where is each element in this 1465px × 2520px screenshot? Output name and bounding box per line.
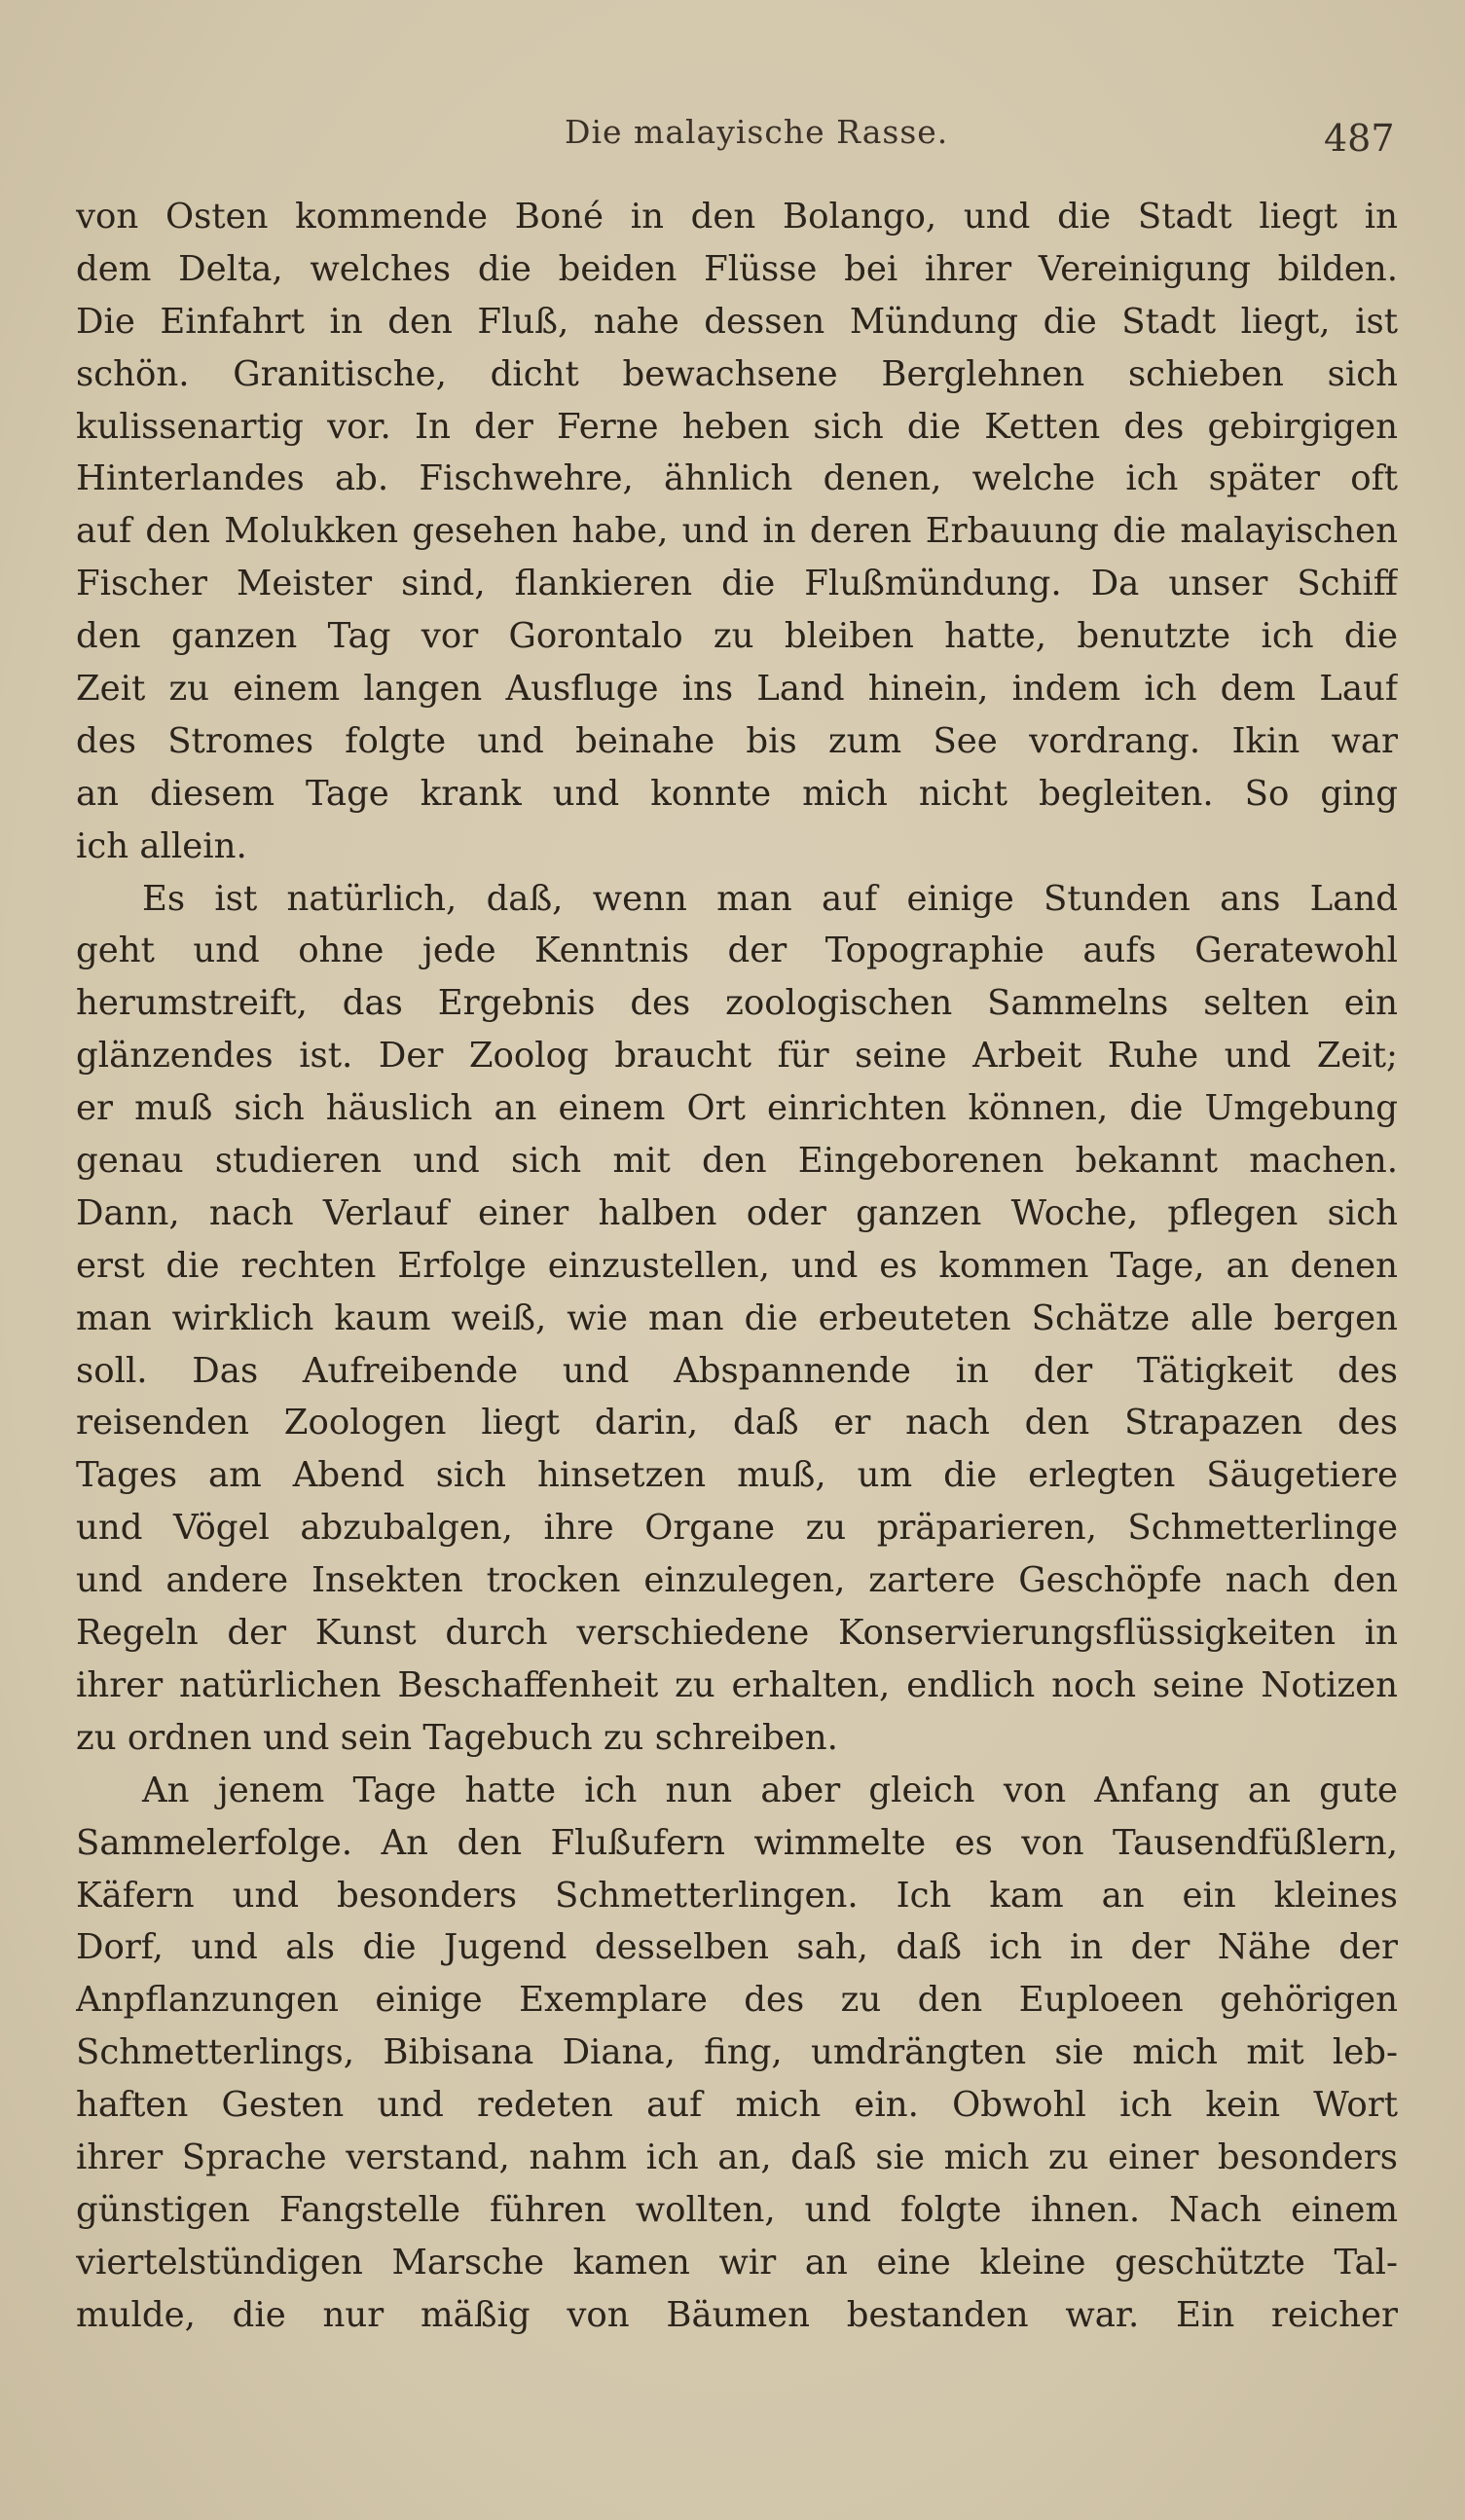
text-line: man wirklich kaum weiß, wie man die erbeuteten Schätze alle bergen (76, 1297, 1398, 1338)
page-number: 487 (1324, 117, 1395, 160)
text-line: haften Gesten und redeten auf mich ein. Obwohl ich kein Wort (76, 2085, 1398, 2126)
text-line: Tages am Abend sich hinsetzen muß, um die erlegten Säugetiere (76, 1455, 1398, 1496)
text-line: soll. Das Aufreibende und Abspannende in der Tätigkeit des (76, 1350, 1398, 1391)
text-line: mulde, die nur mäßig von Bäumen bestanden war. Ein reicher (76, 2294, 1398, 2335)
text-line: geht und ohne jede Kenntnis der Topographie aufs Geratewohl (76, 931, 1398, 971)
body-text (76, 191, 1398, 2342)
text-line: er muß sich häuslich an einem Ort einrichten können, die Umgebung (76, 1088, 1398, 1129)
text-line: auf den Molukken gesehen habe, und in deren Erbauung die malayischen (76, 511, 1398, 552)
running-title: Die malayische Rasse. (565, 113, 949, 151)
text-line: Hinterlandes ab. Fischwehre, ähnlich denen, welche ich später oft (76, 458, 1398, 499)
text-line: reisenden Zoologen liegt darin, daß er nach den Strapazen des (76, 1403, 1398, 1443)
text-line: zu ordnen und sein Tagebuch zu schreiben. (76, 1717, 838, 1758)
text-line: von Osten kommende Boné in den Bolango, und die Stadt liegt in (76, 197, 1398, 237)
text-line: herumstreift, das Ergebnis des zoologischen Sammelns selten ein (76, 983, 1398, 1024)
text-line: erst die rechten Erfolge einzustellen, und es kommen Tage, an denen (76, 1245, 1398, 1286)
text-line: Es ist natürlich, daß, wenn man auf einige Stunden ans Land (142, 878, 1398, 919)
text-line: An jenem Tage hatte ich nun aber gleich von Anfang an gute (142, 1770, 1398, 1810)
text-line: und Vögel abzubalgen, ihre Organe zu präparieren, Schmetterlinge (76, 1508, 1398, 1549)
text-line: ihrer natürlichen Beschaffenheit zu erhalten, endlich noch seine Notizen (76, 1664, 1398, 1705)
running-head (0, 109, 1465, 167)
text-line: dem Delta, welches die beiden Flüsse bei ihrer Vereinigung bilden. (76, 248, 1398, 289)
text-line: an diesem Tage krank und konnte mich nicht begleiten. So ging (76, 773, 1398, 814)
text-line: Sammelerfolge. An den Flußufern wimmelte es von Tausendfüßlern, (76, 1822, 1398, 1863)
text-line: kulissenartig vor. In der Ferne heben sich die Ketten des gebirgigen (76, 406, 1398, 447)
text-line: Dorf, und als die Jugend desselben sah, daß ich in der Nähe der (76, 1927, 1398, 1968)
text-line: Regeln der Kunst durch verschiedene Konservierungsflüssigkeiten in (76, 1613, 1398, 1654)
text-line: Anpflanzungen einige Exemplare des zu den Euploeen gehörigen (76, 1980, 1398, 2021)
text-line: Zeit zu einem langen Ausfluge ins Land hinein, indem ich dem Lauf (76, 669, 1398, 710)
text-line: Dann, nach Verlauf einer halben oder ganzen Woche, pflegen sich (76, 1192, 1398, 1233)
text-line: Schmetterlings, Bibisana Diana, fing, umdrängten sie mich mit leb- (76, 2032, 1398, 2073)
text-line: den ganzen Tag vor Gorontalo zu bleiben hatte, benutzte ich die (76, 616, 1398, 657)
text-line: schön. Granitische, dicht bewachsene Berglehnen schieben sich (76, 353, 1398, 394)
text-line: ihrer Sprache verstand, nahm ich an, daß sie mich zu einer besonders (76, 2137, 1398, 2177)
text-line: genau studieren und sich mit den Eingeborenen bekannt machen. (76, 1141, 1398, 1182)
text-line: günstigen Fangstelle führen wollten, und folgte ihnen. Nach einem (76, 2189, 1398, 2230)
text-line: ich allein. (76, 825, 247, 866)
text-line: Die Einfahrt in den Fluß, nahe dessen Mündung die Stadt liegt, ist (76, 301, 1398, 342)
text-line: Fischer Meister sind, flankieren die Flußmündung. Da unser Schiff (76, 564, 1398, 604)
text-line: und andere Insekten trocken einzulegen, zartere Geschöpfe nach den (76, 1560, 1398, 1601)
text-line: des Stromes folgte und beinahe bis zum See vordrang. Ikin war (76, 720, 1398, 761)
text-line: Käfern und besonders Schmetterlingen. Ich kam an ein kleines (76, 1875, 1398, 1916)
text-line: glänzendes ist. Der Zoolog braucht für seine Arbeit Ruhe und Zeit; (76, 1036, 1398, 1077)
text-line: viertelstündigen Marsche kamen wir an eine kleine geschützte Tal- (76, 2242, 1398, 2283)
